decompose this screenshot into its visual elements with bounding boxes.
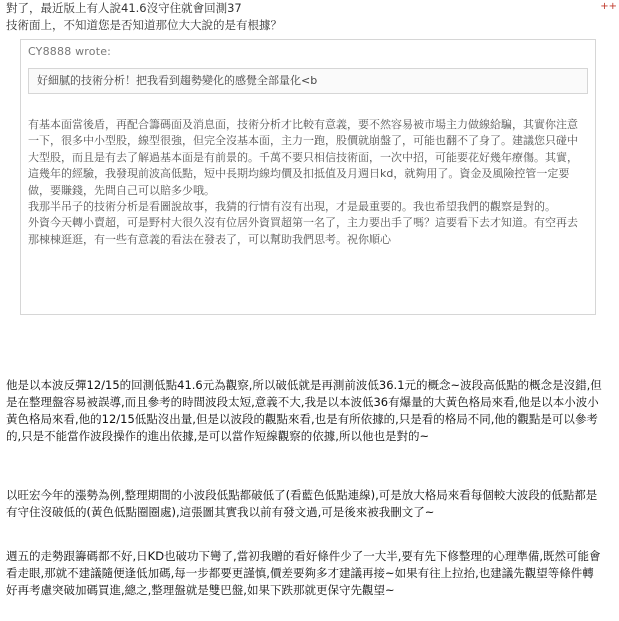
- quote-author: CY8888 wrote:: [28, 45, 112, 58]
- reply-text: 以旺宏今年的漲勢為例,整理期間的小波段低點都破低了(看藍色低點連線),可是放大格局來看每個較大波段的低點都是有守住沒破低的(黃色低點圈圈處),這張圖其實我以前有發文過,可是後來被我刪文了~: [6, 488, 598, 519]
- reply-paragraph-2: [6, 487, 604, 521]
- reply-text: 週五的走勢跟籌碼都不好,日KD也破功下彎了,當初我贈的看好條件少了一大半,要有先下修整理的心理準備,既然可能會看走眼,那就不建議隨便逢低加碼,每一步都要更謹慎,價差要夠多才建議再接~如果有往上拉抬,也建議先觀望等條件轉好再考慮突破加碼買進,總之,整理盤就是雙巴盤,如果下跌那就更保守先觀望~: [6, 549, 601, 597]
- quote-paragraph: 外資今天轉小賣超，可是野村大很久沒有位居外資買超第一名了，主力要出手了嗎？這要看下去才知道。有空再去那棟棟逛逛，有一些有意義的看法在發表了，可以幫助我們思考。祝你順心: [28, 216, 578, 246]
- edge-mark: ++: [600, 1, 617, 12]
- quote-body: [28, 117, 584, 248]
- question-line-1: 對了，最近版上有人說41.6沒守住就會回測37: [6, 1, 242, 15]
- quote-box: [20, 39, 596, 315]
- quote-paragraph: 我那半吊子的技術分析是看圖說故事，我猜的行情有沒有出現，才是最重要的。我也希望我們的觀察是對的。: [28, 200, 556, 214]
- reply-paragraph-3: [6, 548, 604, 599]
- nested-quote: 好細膩的技術分析！把我看到趨勢變化的感覺全部量化<b: [28, 68, 588, 94]
- question-line-2: 技術面上，不知道您是否知道那位大大說的是有根據？: [6, 18, 282, 32]
- reply-paragraph-1: [6, 377, 604, 445]
- reply-text: 他是以本波反彈12/15的回測低點41.6元為觀察,所以破低就是再測前波低36.1元的概念~波段高低點的概念是沒錯,但是在整理盤容易被誤導,而且參考的時間波段太短,意義不大,我是以本波低36有爆量的大黃色格局來看,他是以本小波小黃色格局來看,他的12/15低點沒出量,但是以波段的觀點來看,也是有所依據的,只是看的格局不同,他的觀點是可以參考的,只是不能當作波段操作的進出依據,是可以當作短線觀察的依據,所以他也是對的~: [6, 378, 602, 443]
- quote-paragraph: 有基本面當後盾，再配合籌碼面及消息面，技術分析才比較有意義，要不然容易被市場主力做線給騙，其實你注意一下，很多中小型股，線型很強，但完全沒基本面，主力一跑，股價就崩盤了，可能也翻不了身了。建議您只碰中大型股，而且是有去了解過基本面是有前景的。千萬不要只相信技術面，一次中招，可能要花好幾年療傷。其實，這幾年的經驗，我發現前波高低點，短中長期均線均價及扣抵值及月週日kd，就夠用了。資金及風險控管一定要做，要賺錢，先問自己可以賠多少哦。: [28, 118, 578, 197]
